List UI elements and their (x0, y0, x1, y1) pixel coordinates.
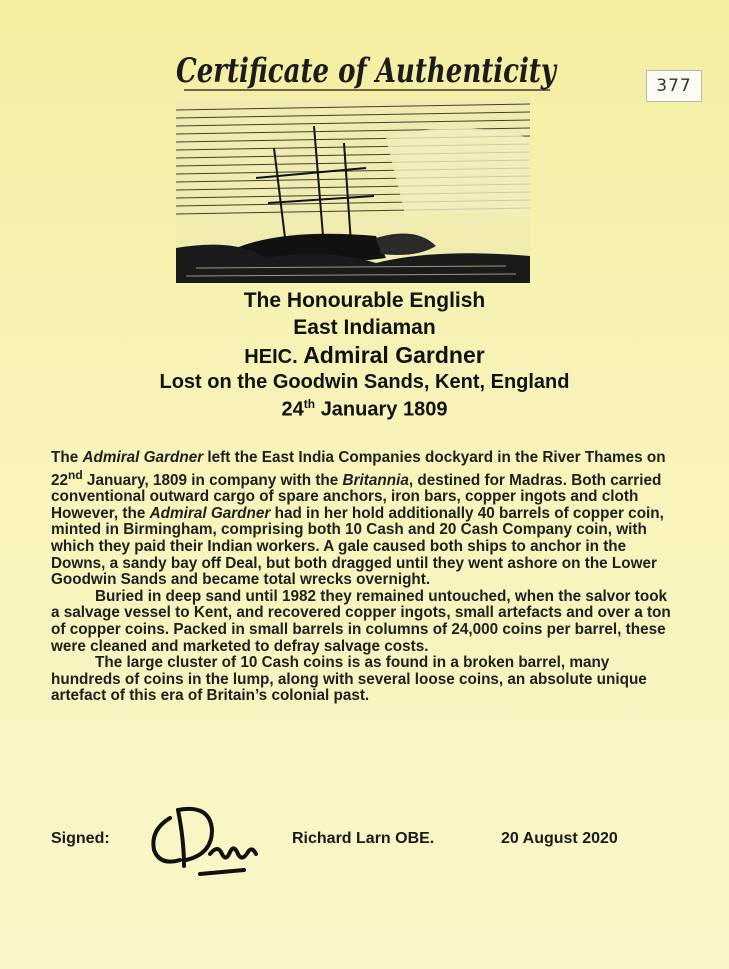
p1-text-4: had in her hold additionally 40 barrels of copper coin, minted in Birmingham, comprising both 10 Cash and 20 Cash Company coin, with which they paid their Indian workers. A gale caused both ships to anchor in the Downs, a sandy bay off Deal, but both dragged until they went ashore on the Lower Goodwin Sands and became total wrecks overnight. (51, 504, 664, 589)
lost-location-line: Lost on the Goodwin Sands, Kent, England (159, 371, 570, 393)
body-paragraph-2: Buried in deep sand until 1982 they remained untouched, when the salvor took a salvage vessel to Kent, and recovered copper ingots, small artefacts and over a ton of copper coins. Packed in small barrels in columns of 24,000 coins per barrel, these were cleaned and marketed to defray salvage costs. (51, 587, 671, 655)
signature-date: 20 August 2020 (501, 830, 618, 847)
p1-sup: nd (68, 467, 83, 482)
ship-name-heading (0, 342, 729, 369)
p1-text-2: January, 1809 in company with the (82, 471, 343, 489)
p1-text-3: , destined for Madras. Both carried conventional outward cargo of spare anchors, iron bars, copper ingots and cloth However, the (51, 471, 662, 522)
heading-line-2: East Indiaman (293, 316, 436, 339)
certificate-body (51, 450, 671, 705)
signed-label: Signed: (51, 830, 110, 847)
wreck-date-line (0, 397, 729, 422)
p1-text-1: left the East India Companies dockyard in the River Thames on 22 (51, 449, 666, 489)
p1-lead: The (51, 449, 83, 466)
body-paragraph-1 (51, 450, 671, 589)
wreck-date-day: 24 (281, 398, 304, 421)
signer-name: Richard Larn OBE. (292, 830, 435, 847)
svg-text:Certificate of Authenticity: Certificate of Authenticity (176, 51, 558, 91)
certificate-title (166, 44, 566, 100)
wreck-date-suffix: th (303, 397, 316, 411)
p1-ship-name-2: Britannia (342, 471, 409, 489)
shipwreck-engraving (176, 98, 530, 283)
ship-name: Admiral Gardner (303, 342, 485, 368)
heading-line-1: The Honourable English (243, 289, 486, 312)
reference-number-label: 377 (646, 70, 702, 102)
ship-prefix: HEIC. (244, 346, 298, 368)
handwritten-signature (140, 800, 270, 880)
p1-ship-name-3: Admiral Gardner (149, 504, 271, 522)
p1-ship-name: Admiral Gardner (82, 449, 204, 466)
body-paragraph-3: The large cluster of 10 Cash coins is as found in a broken barrel, many hundreds of coins in the lump, along with several loose coins, an absolute unique artefact of this era of Britain’s colonial past. (51, 654, 647, 705)
wreck-date-rest: January 1809 (320, 398, 448, 421)
